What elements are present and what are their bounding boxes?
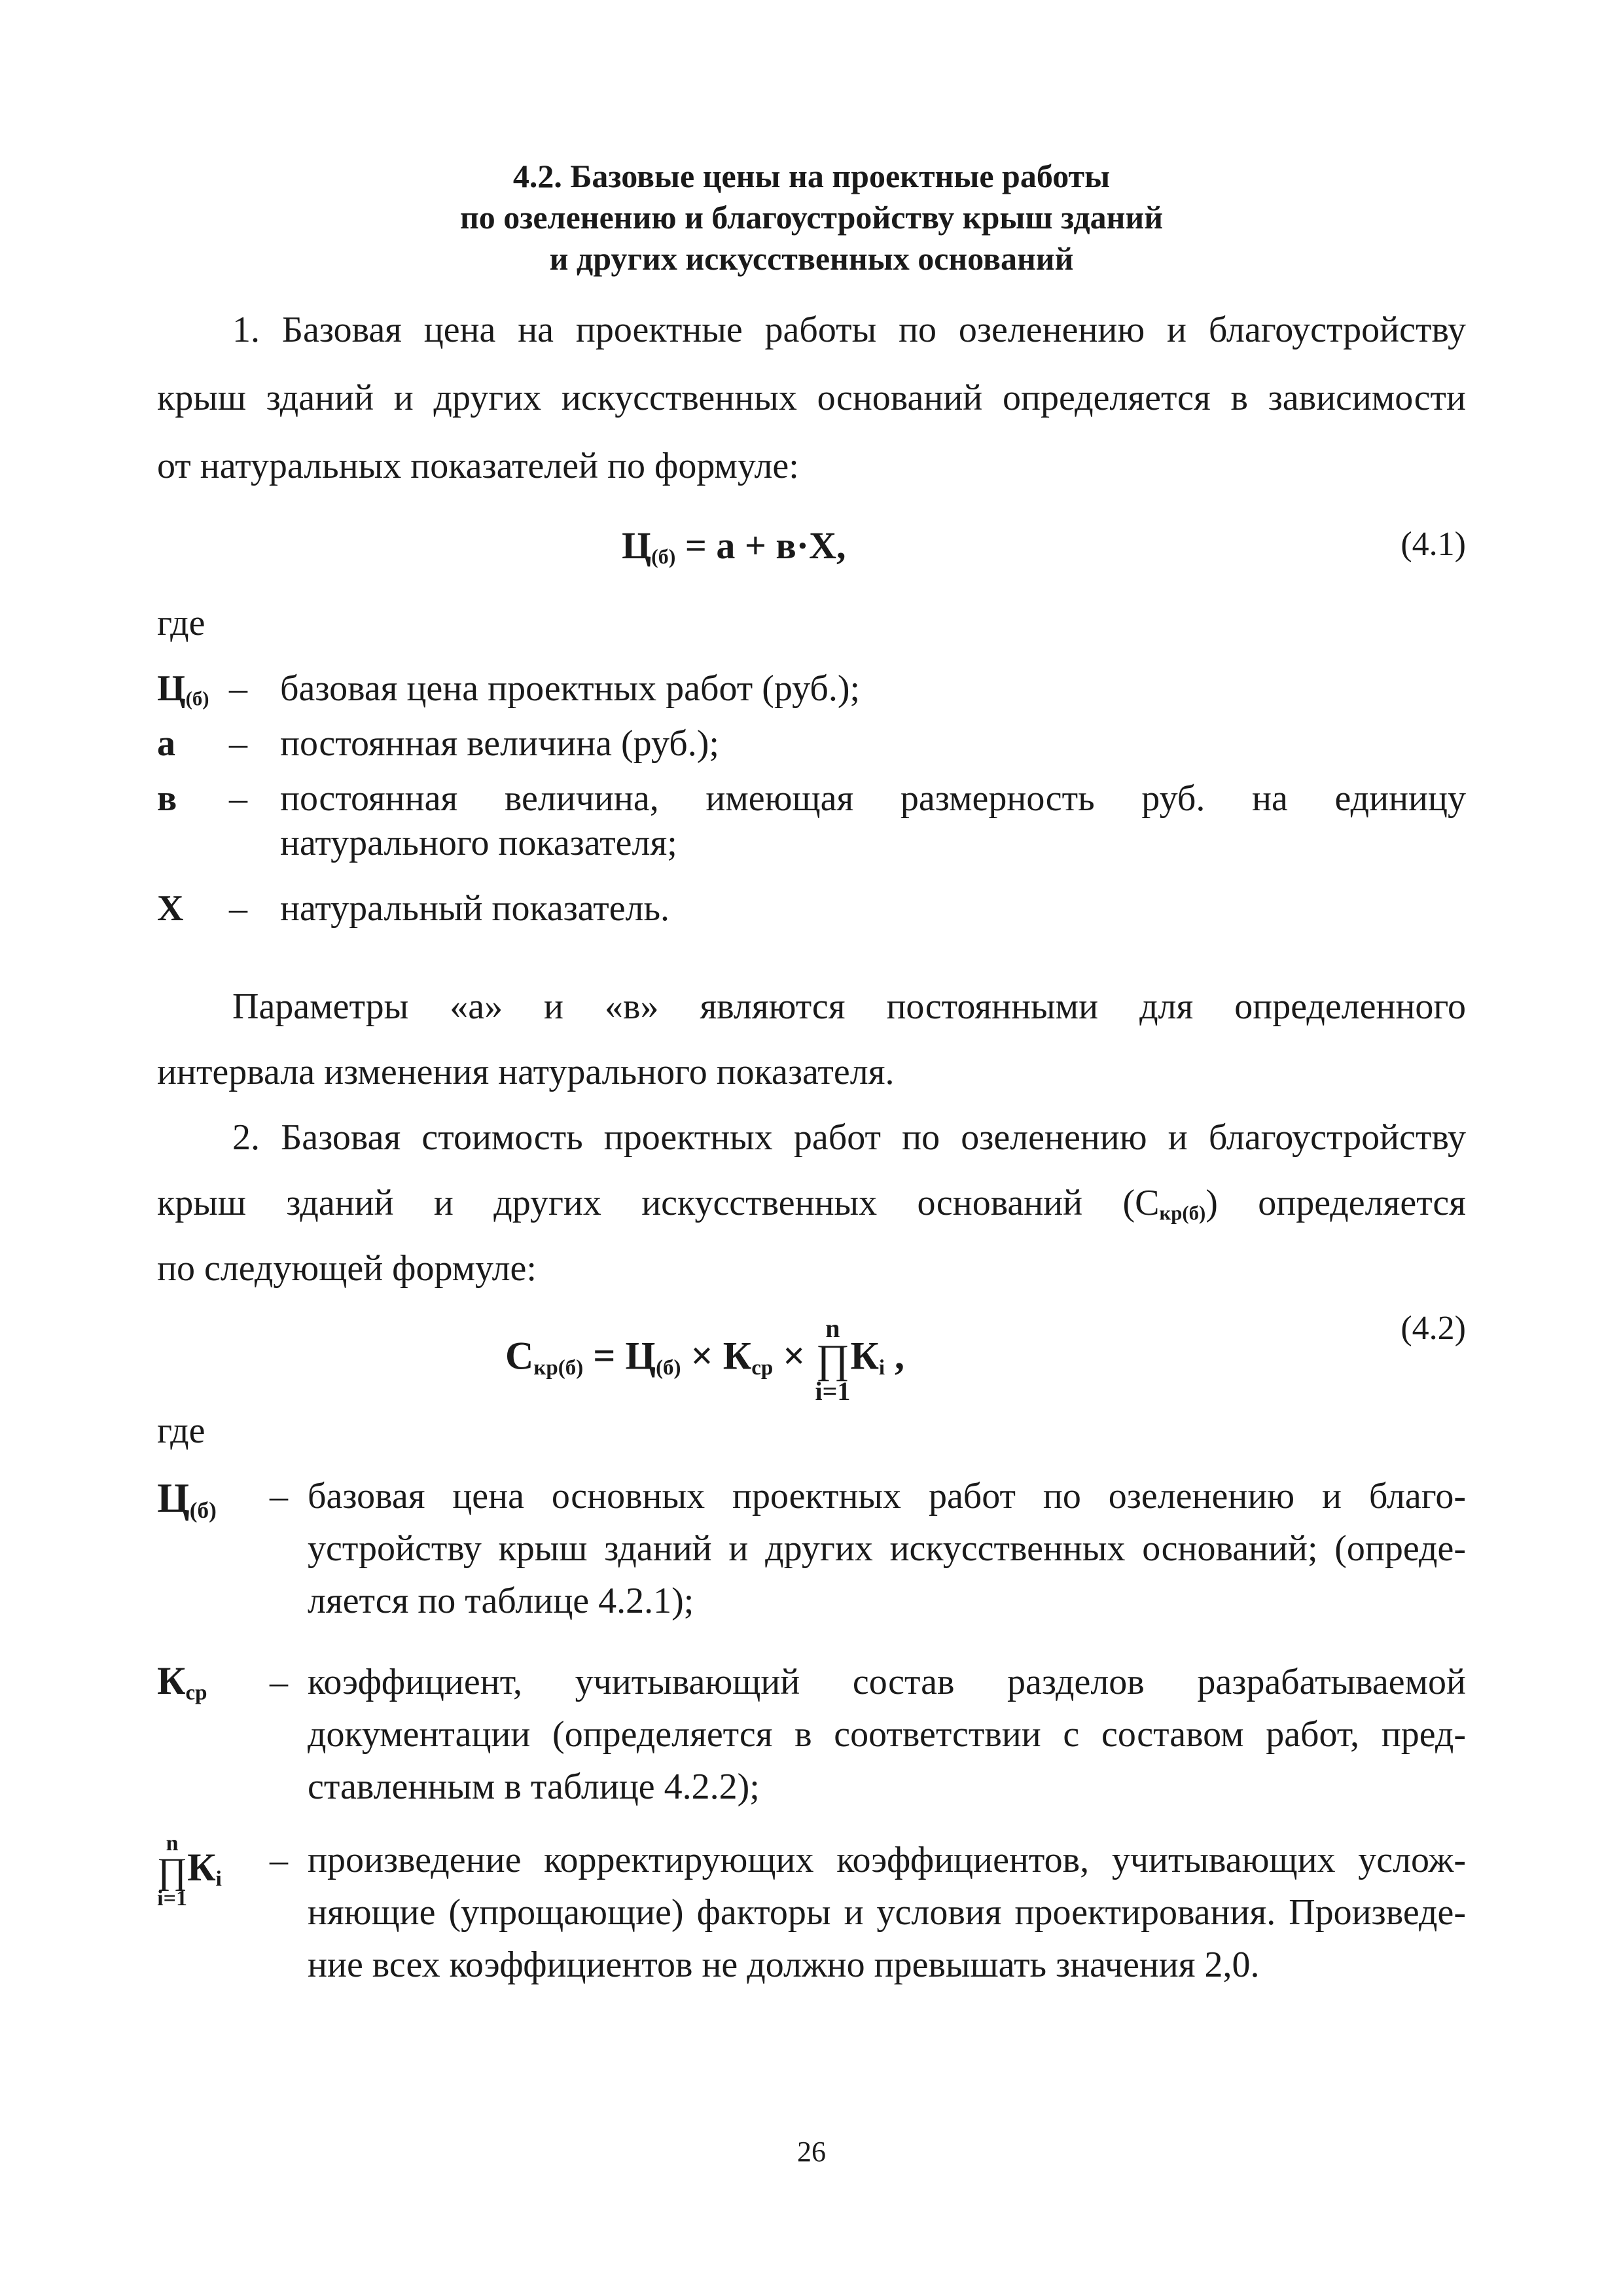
product-operator [157,1833,187,1910]
formula-subscript: кр(б) [533,1355,584,1380]
paragraph-line: по следующей формуле: [157,1248,537,1289]
term-symbol: Ц [157,1475,190,1521]
definition-line: произведение корректирующих коэффициентов, учитывающих услож- [308,1840,1466,1880]
definition-dash: – [229,723,247,764]
product-symbol: ∏ [815,1337,849,1382]
term-symbol: Ц [157,668,186,709]
definition-text: ставленным в таблице 4.2.2); [308,1767,760,1807]
product-symbol: ∏ [157,1851,188,1892]
term-subscript: (б) [185,687,209,710]
formula-4-2 [505,1316,904,1405]
text-run: ) определяется [1205,1183,1466,1223]
definition-line: базовая цена основных проектных работ по озеленению и благо- [308,1476,1466,1516]
paragraph-line: интервала изменения натурального показателя. [157,1052,895,1092]
paragraph-line: 1. Базовая цена на проектные работы по озеленению и благоустройству [232,310,1466,350]
definition-line: документации (определяется в соответствии с составом работ, пред- [308,1714,1466,1755]
definition-text: постоянная величина (руб.); [280,723,719,764]
definition-text-cont: натурального показателя; [280,823,677,863]
definition-dash: – [229,668,247,709]
definition-term [157,1474,217,1524]
definition-text [308,1892,1466,1933]
definition-text [280,778,1466,819]
text-run: крыш зданий и других искусственных оснований (С [157,1183,1160,1223]
formula-symbol: Ц [622,524,652,567]
title-line: и других искусственных оснований [549,240,1074,277]
paragraph-line [157,1182,1466,1225]
section-title [157,156,1466,279]
page-number: 26 [797,2136,826,2168]
formula-symbol: × К [681,1334,752,1378]
formula-symbol: С [505,1334,534,1378]
definition-text [308,1713,1466,1755]
definition-text [308,1839,1466,1881]
definition-line: устройству крыш зданий и других искусственных оснований; (опреде- [308,1528,1466,1569]
paragraph-line: 2. Базовая стоимость проектных работ по озеленению и благоустройству [232,1117,1466,1158]
where-label: где [157,603,205,643]
paragraph-line: крыш зданий и других искусственных оснований определяется в зависимости [157,378,1466,418]
product-lower-limit: i=1 [157,1886,187,1911]
definition-text [308,1475,1466,1517]
definition-text: натуральный показатель. [280,888,670,929]
definition-dash: – [270,1840,288,1880]
definition-term: в [157,778,177,819]
term-symbol: К [187,1845,216,1889]
definition-line: коэффициент, учитывающий состав разделов разрабатываемой [308,1662,1466,1702]
definition-term [157,668,209,711]
definition-dash: – [229,778,247,819]
definition-dash: – [270,1476,288,1516]
paragraph-line: от натуральных показателей по формуле: [157,446,799,486]
definition-dash: – [270,1662,288,1702]
definition-text [308,1661,1466,1703]
formula-subscript: (б) [656,1355,681,1380]
formula-rest: = а + в·Х, [675,524,846,567]
formula-symbol: = Ц [583,1334,656,1378]
formula-symbol: , [885,1334,905,1378]
where-label: где [157,1410,205,1451]
product-upper-limit: n [825,1314,840,1343]
definition-line: няющие (упрощающие) факторы и условия проектирования. Произведе- [308,1892,1466,1933]
definition-text: ние всех коэффициентов не должно превышать значения 2,0. [308,1945,1260,1985]
definition-text [308,1528,1466,1570]
product-operator [815,1316,850,1405]
title-line: по озеленению и благоустройству крыш зданий [459,199,1164,236]
product-upper-limit: n [166,1831,179,1856]
definition-term [157,1659,207,1705]
formula-number: (4.2) [1400,1310,1466,1347]
formula-subscript: (б) [651,545,676,568]
definition-text: ляется по таблице 4.2.1); [308,1581,694,1621]
product-lower-limit: i=1 [815,1376,851,1406]
definition-line: постоянная величина, имеющая размерность руб. на единицу [280,778,1466,819]
text-subscript: кр(б) [1159,1202,1206,1225]
formula-subscript: ср [751,1355,774,1380]
definition-text: базовая цена проектных работ (руб.); [280,668,861,709]
formula-4-1 [622,524,846,569]
term-subscript: (б) [189,1497,217,1523]
definition-term [157,1833,222,1910]
term-subscript: i [215,1867,222,1892]
formula-subscript: i [878,1355,885,1380]
definition-term: а [157,723,175,764]
definition-term: Х [157,888,184,929]
title-line: 4.2. Базовые цены на проектные работы [512,158,1111,194]
paragraph-line: Параметры «а» и «в» являются постоянными для определенного [232,986,1466,1027]
formula-number: (4.1) [1400,526,1466,563]
formula-symbol: × [773,1334,815,1378]
term-symbol: К [157,1659,186,1702]
term-subscript: ср [185,1681,207,1705]
formula-symbol: К [850,1334,879,1378]
definition-dash: – [229,888,247,929]
